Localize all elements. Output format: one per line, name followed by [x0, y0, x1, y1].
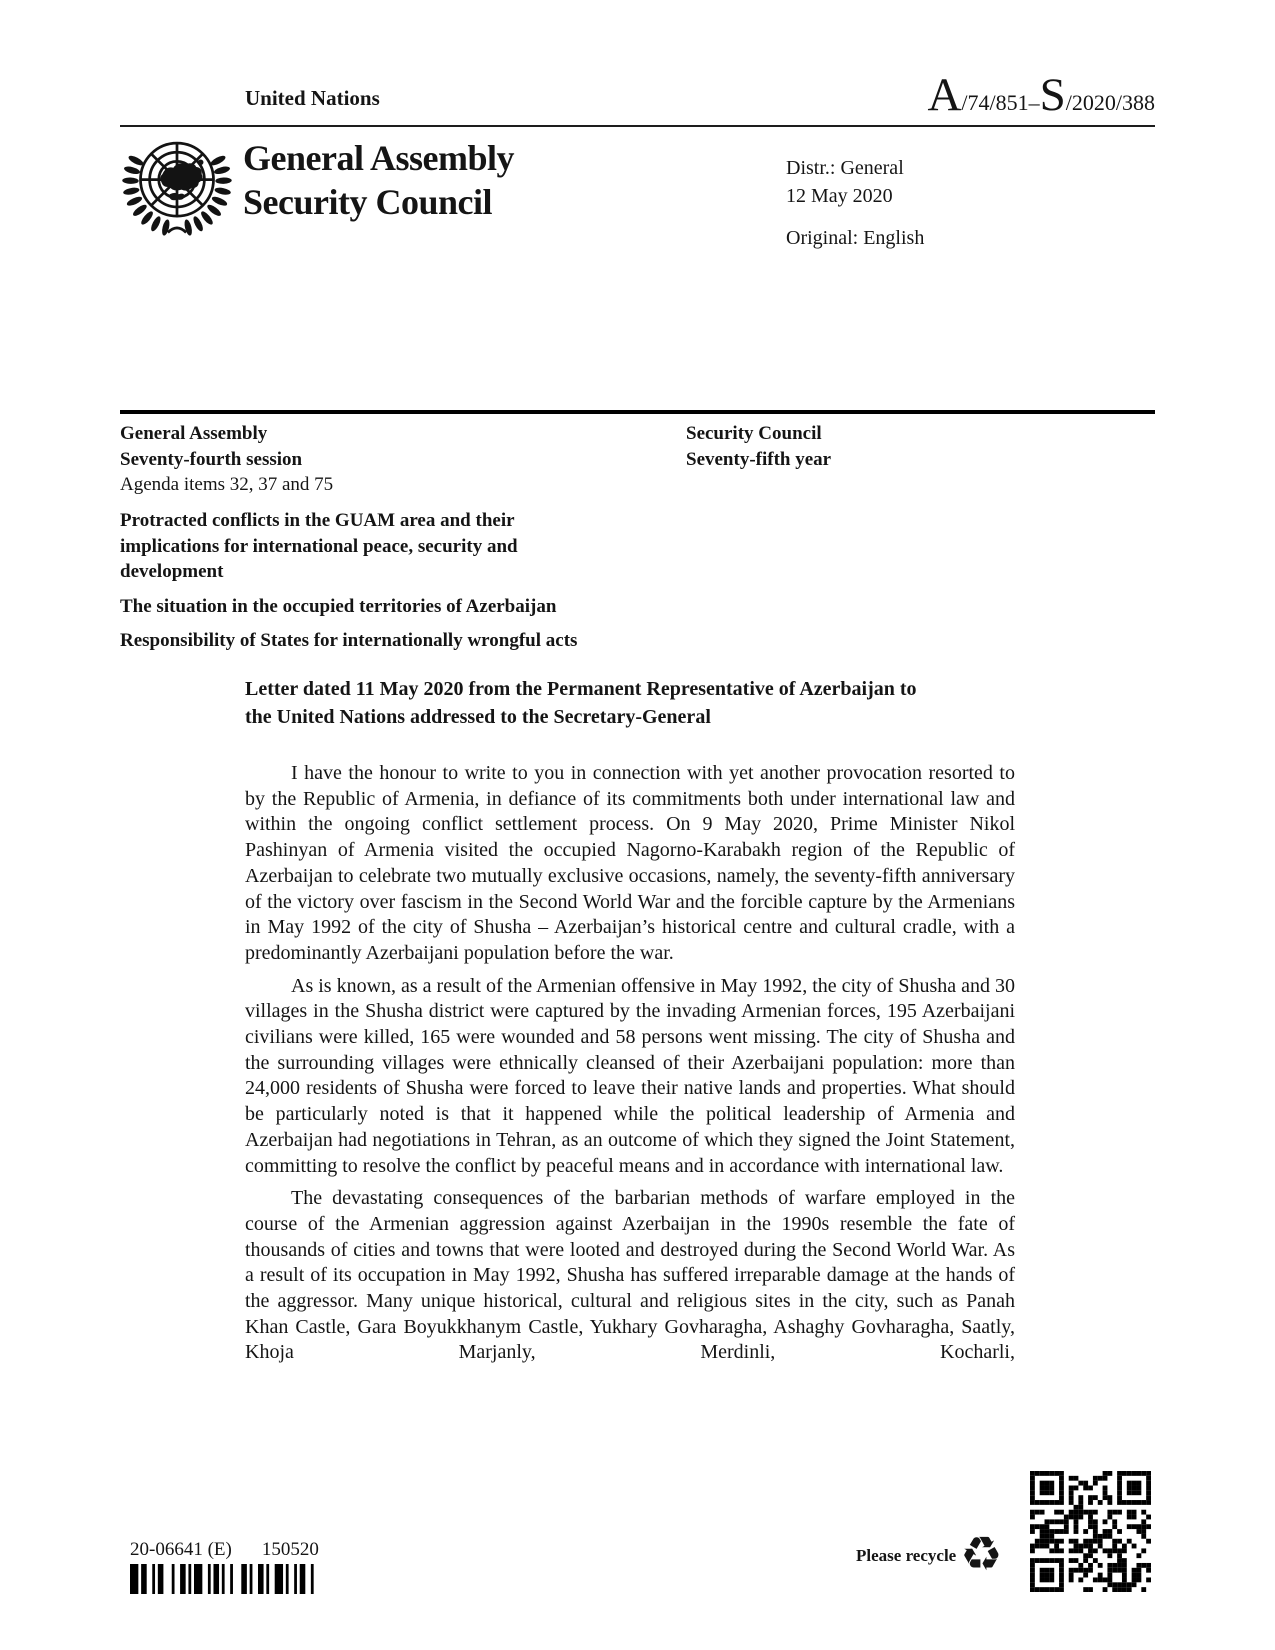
section-divider — [120, 410, 1155, 414]
topic-guam-conflicts: Protracted conflicts in the GUAM area and their implications for international peace, security and development — [120, 510, 518, 582]
org-name: United Nations — [245, 86, 380, 110]
topic-headings — [120, 508, 598, 663]
recycle-icon: ♻ — [960, 1529, 1003, 1581]
distribution-block — [786, 154, 924, 252]
barcode — [130, 1564, 322, 1594]
document-symbol — [927, 69, 1155, 121]
symbol-ga-letter: A — [927, 69, 962, 121]
topic-occupied-territories: The situation in the occupied territories of Azerbaijan — [120, 595, 557, 617]
symbol-sc-number: /2020/388 — [1065, 90, 1155, 115]
letter-paragraph-2: As is known, as a result of the Armenian offensive in May 1992, the city of Shusha and 30 villages in the Shusha district were captured by the invading Armenian forces, 195 Azerbaijani civilians were killed, 165 were wounded and 58 persons went missing. The city of Shusha and the surrounding villages were ethnically cleansed of their Azerbaijani population: more than 24,000 residents of Shusha were forced to leave their native lands and properties. What should be particularly noted is that it happened while the political leadership of Armenia and Azerbaijan had negotiations in Tehran, as an outcome of which they signed the Joint Statement, committing to resolve the conflict by peaceful means and in accordance with international law. — [245, 974, 1015, 1177]
letter-paragraph-1: I have the honour to write to you in connection with yet another provocation resorted to by the Republic of Armenia, in defiance of its commitments both under international law and within the ongoing conflict settlement process. On 9 May 2020, Prime Minister Nikol Pashinyan of Armenia visited the occupied Nagorno-Karabakh region of the Republic of Azerbaijan to celebrate two mutually exclusive occasions, namely, the seventy-fifth anniversary of the victory over fascism in the Second World War and the forcible capture by the Armenians in May 1992 of the city of Shusha – Azerbaijan’s historical centre and cultural cradle, with a predominantly Azerbaijani population before the war. — [245, 762, 1015, 964]
letter-paragraph-3: The devastating consequences of the barbarian methods of warfare employed in the course of the Armenian aggression against Azerbaijan in the 1990s resemble the fate of thousands of cities and towns that were looted and destroyed during the Second World War. As a result of its occupation in May 1992, Shusha has suffered irreparable damage at the hands of the aggressor. Many unique historical, cultural and religious sites in the city, such as Panah Khan Castle, Gara Boyukkhanym Castle, Yukhary Govharagha, Ashaghy Govharagha, Saatly, Khoja Marjanly, Merdinli, Kocharli, — [245, 1187, 1015, 1364]
topic-state-responsibility: Responsibility of States for internationally wrongful acts — [120, 630, 578, 651]
qr-code — [1030, 1471, 1151, 1592]
security-council-column — [686, 421, 831, 472]
sc-name: Security Council — [686, 423, 822, 444]
recycle-note — [856, 1529, 1003, 1581]
ga-session: Seventy-fourth session — [120, 448, 303, 470]
sc-year: Seventy-fifth year — [686, 448, 832, 470]
symbol-sc-letter: S — [1039, 69, 1066, 121]
masthead-line1: General Assembly — [243, 138, 514, 178]
letter-title: Letter dated 11 May 2020 from the Permanent Representative of Azerbaijan to the United Nations addressed to the Secretary-General — [245, 678, 917, 728]
footer-date-code: 150520 — [261, 1539, 319, 1560]
footer-doc-code: 20-06641 (E) — [130, 1539, 232, 1560]
symbol-ga-number: /74/851 — [961, 90, 1029, 115]
masthead-title — [243, 136, 514, 224]
letter-body — [245, 676, 1015, 1366]
original-language-line: Original: English — [786, 227, 925, 249]
masthead-line2: Security Council — [243, 182, 492, 222]
ga-agenda: Agenda items 32, 37 and 75 — [120, 474, 334, 495]
symbol-separator: – — [1028, 90, 1040, 115]
general-assembly-column — [120, 421, 333, 498]
date-line: 12 May 2020 — [786, 185, 893, 207]
footer-document-id — [130, 1539, 322, 1594]
header-divider — [120, 125, 1155, 127]
ga-name: General Assembly — [120, 423, 268, 444]
distr-line: Distr.: General — [786, 157, 904, 179]
recycle-label: Please recycle — [856, 1545, 957, 1565]
un-emblem-icon — [122, 134, 232, 238]
